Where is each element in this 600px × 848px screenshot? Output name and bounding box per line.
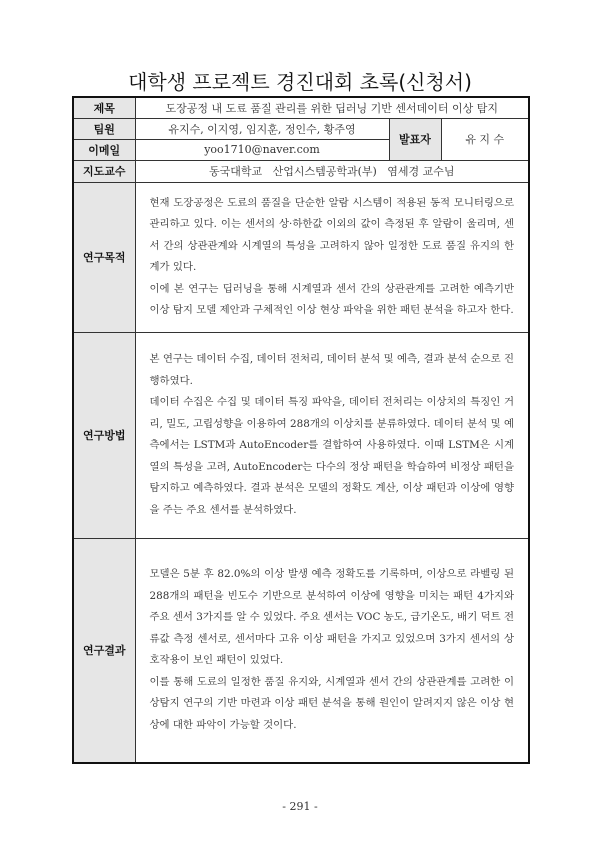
method-paragraph: 본 연구는 데이터 수집, 데이터 전처리, 데이터 분석 및 예측, 결과 분석 순으로 진행하였다. xyxy=(149,353,515,387)
purpose-text xyxy=(135,182,529,332)
purpose-paragraph: 현재 도장공정은 도료의 품질을 단순한 알람 시스템이 적용된 동적 모니터링으로 관리하고 있다. 이는 센서의 상·하한값 이외의 값이 측정된 후 알람이 울리며, 센서 간의 상관관계와 시계열의 특성을 고려하지 않아 일정한 도료 품질 유지의 한계가 있다. xyxy=(149,196,515,273)
result-label: 연구결과 xyxy=(73,538,135,763)
page-number: - 291 - xyxy=(282,800,318,813)
method-row xyxy=(73,332,529,538)
method-paragraph: 데이터 수집은 수집 및 데이터 특징 파악을, 데이터 전처리는 이상치의 특징인 거리, 밀도, 고립성향을 이용하여 288개의 이상치를 분류하였다. 데이터 분석 및 예측에서는 LSTM과 AutoEncoder를 결합하여 사용하였다. 이때 LSTM은 시계열의 특성을 고려, AutoEncoder는 다수의 정상 패턴을 학습하여 비정상 패턴을 탐지하고 예측하였다. 결과 분석은 모델의 정확도 계산, 이상 패턴과 이상에 영향을 주는 주요 센서를 분석하였다. xyxy=(149,396,515,516)
result-paragraph: 모델은 5분 후 82.0%의 이상 발생 예측 정확도를 기록하며, 이상으로 라벨링 된 288개의 패턴을 빈도수 기반으로 분석하여 이상에 영향을 미치는 패턴 4가지와 주요 센서 3가지를 알 수 있었다. 주요 센서는 VOC 농도, 급기온도, 배기 덕트 전류값 측정 센서로, 센서마다 고유 이상 패턴을 가지고 있었으며 3가지 센서의 상호작용이 보인 패턴이 있었다. xyxy=(149,568,515,667)
page-title: 대학생 프로젝트 경진대회 초록(신청서) xyxy=(128,70,472,94)
advisor-row xyxy=(73,160,529,182)
presenter-label: 발표자 xyxy=(389,118,441,160)
purpose-paragraph: 이에 본 연구는 딥러닝을 통해 시계열과 센서 간의 상관관계를 고려한 예측기반 이상 탐지 모델 제안과 구체적인 이상 현상 파악을 위한 패턴 분석을 하고자 한다. xyxy=(149,282,515,316)
email-label: 이메일 xyxy=(73,139,135,160)
team-row xyxy=(73,118,529,139)
method-label: 연구방법 xyxy=(73,332,135,538)
purpose-label: 연구목적 xyxy=(73,182,135,332)
team-value: 유지수, 이지영, 임지훈, 정인수, 황주영 xyxy=(135,118,389,139)
result-paragraph: 이를 통해 도료의 일정한 품질 유지와, 시계열과 센서 간의 상관관계를 고려한 이상탐지 연구의 기반 마련과 이상 패턴 분석을 통해 원인이 알려지지 않은 이상 현상에 대한 파악이 가능할 것이다. xyxy=(149,675,515,731)
advisor-label: 지도교수 xyxy=(73,160,135,182)
abstract-form xyxy=(72,96,530,764)
title-row xyxy=(73,97,529,118)
email-value: yoo1710@naver.com xyxy=(135,139,389,160)
advisor-value: 동국대학교 산업시스템공학과(부) 염세경 교수님 xyxy=(135,160,529,182)
title-label: 제목 xyxy=(73,97,135,118)
result-text xyxy=(135,538,529,763)
team-label: 팀원 xyxy=(73,118,135,139)
method-text xyxy=(135,332,529,538)
purpose-row xyxy=(73,182,529,332)
result-row xyxy=(73,538,529,763)
title-value: 도장공정 내 도료 품질 관리를 위한 딥러닝 기반 센서데이터 이상 탐지 xyxy=(135,97,529,118)
presenter-value: 유 지 수 xyxy=(441,118,529,160)
